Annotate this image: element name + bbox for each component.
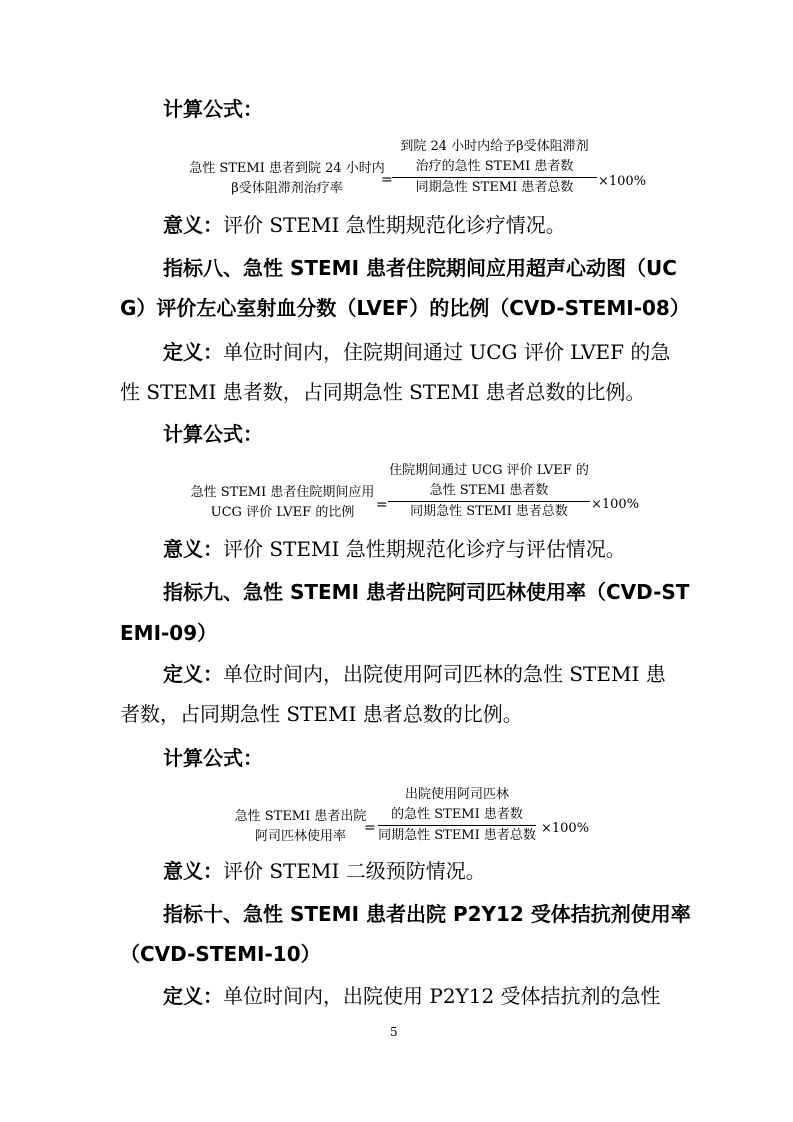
meaning-paragraph: 意义：评价 STEMI 二级预防情况。 (163, 859, 486, 883)
meaning-paragraph: 意义：评价 STEMI 急性期规范化诊疗与评估情况。 (163, 537, 626, 561)
definition-paragraph-8-cont: 性 STEMI 患者数，占同期急性 STEMI 患者总数的比例。 (120, 380, 646, 404)
indicator-9-title-line2: EMI-09） (120, 621, 218, 645)
definition-paragraph-9-cont: 者数，占同期急性 STEMI 患者总数的比例。 (120, 702, 523, 726)
formula-lhs: 急性 STEMI 患者到院 24 小时内 β受体阻滞剂治疗率 (189, 161, 385, 196)
formula-label: 计算公式： (163, 746, 263, 770)
indicator-8-title-line1: 指标八、急性 STEMI 患者住院期间应用超声心动图（UC (163, 256, 677, 280)
formula-fraction: 到院 24 小时内给予β受体阻滞剂 治疗的急性 STEMI 患者数 同期急性 STEMI 患者总数 (392, 137, 597, 198)
formula-lhs: 急性 STEMI 患者出院 阿司匹林使用率 (234, 809, 367, 844)
definition-paragraph-9: 定义：单位时间内，出院使用阿司匹林的急性 STEMI 患 (163, 662, 666, 686)
meaning-paragraph: 意义：评价 STEMI 急性期规范化诊疗情况。 (163, 213, 566, 237)
formula-multiplier: ×100% (591, 497, 640, 512)
definition-paragraph-8: 定义：单位时间内，住院期间通过 UCG 评价 LVEF 的急 (163, 340, 671, 364)
indicator-10-title-line1: 指标十、急性 STEMI 患者出院 P2Y12 受体拮抗剂使用率 (163, 902, 691, 926)
formula-fraction: 出院使用阿司匹林 的急性 STEMI 患者数 同期急性 STEMI 患者总数 (378, 785, 536, 846)
page-number: 5 (390, 1025, 398, 1039)
formula-lhs: 急性 STEMI 患者住院期间应用 UCG 评价 LVEF 的比例 (190, 485, 375, 520)
formula-fraction: 住院期间通过 UCG 评价 LVEF 的 急性 STEMI 患者数 同期急性 STEMI 患者总数 (388, 461, 590, 522)
formula-label: 计算公式： (163, 422, 263, 446)
formula-equals: = (364, 820, 376, 836)
formula-label: 计算公式： (163, 97, 263, 121)
formula-multiplier: ×100% (598, 174, 647, 189)
formula-equals: = (381, 172, 393, 188)
definition-paragraph-10: 定义：单位时间内，出院使用 P2Y12 受体拮抗剂的急性 (163, 984, 661, 1008)
indicator-10-title-line2: （CVD-STEMI-10） (120, 942, 321, 966)
formula-multiplier: ×100% (541, 821, 590, 836)
indicator-8-title-line2: G）评价左心室射血分数（LVEF）的比例（CVD-STEMI-08） (120, 296, 690, 320)
formula-equals: = (376, 497, 388, 513)
indicator-9-title-line1: 指标九、急性 STEMI 患者出院阿司匹林使用率（CVD-ST (163, 580, 690, 604)
